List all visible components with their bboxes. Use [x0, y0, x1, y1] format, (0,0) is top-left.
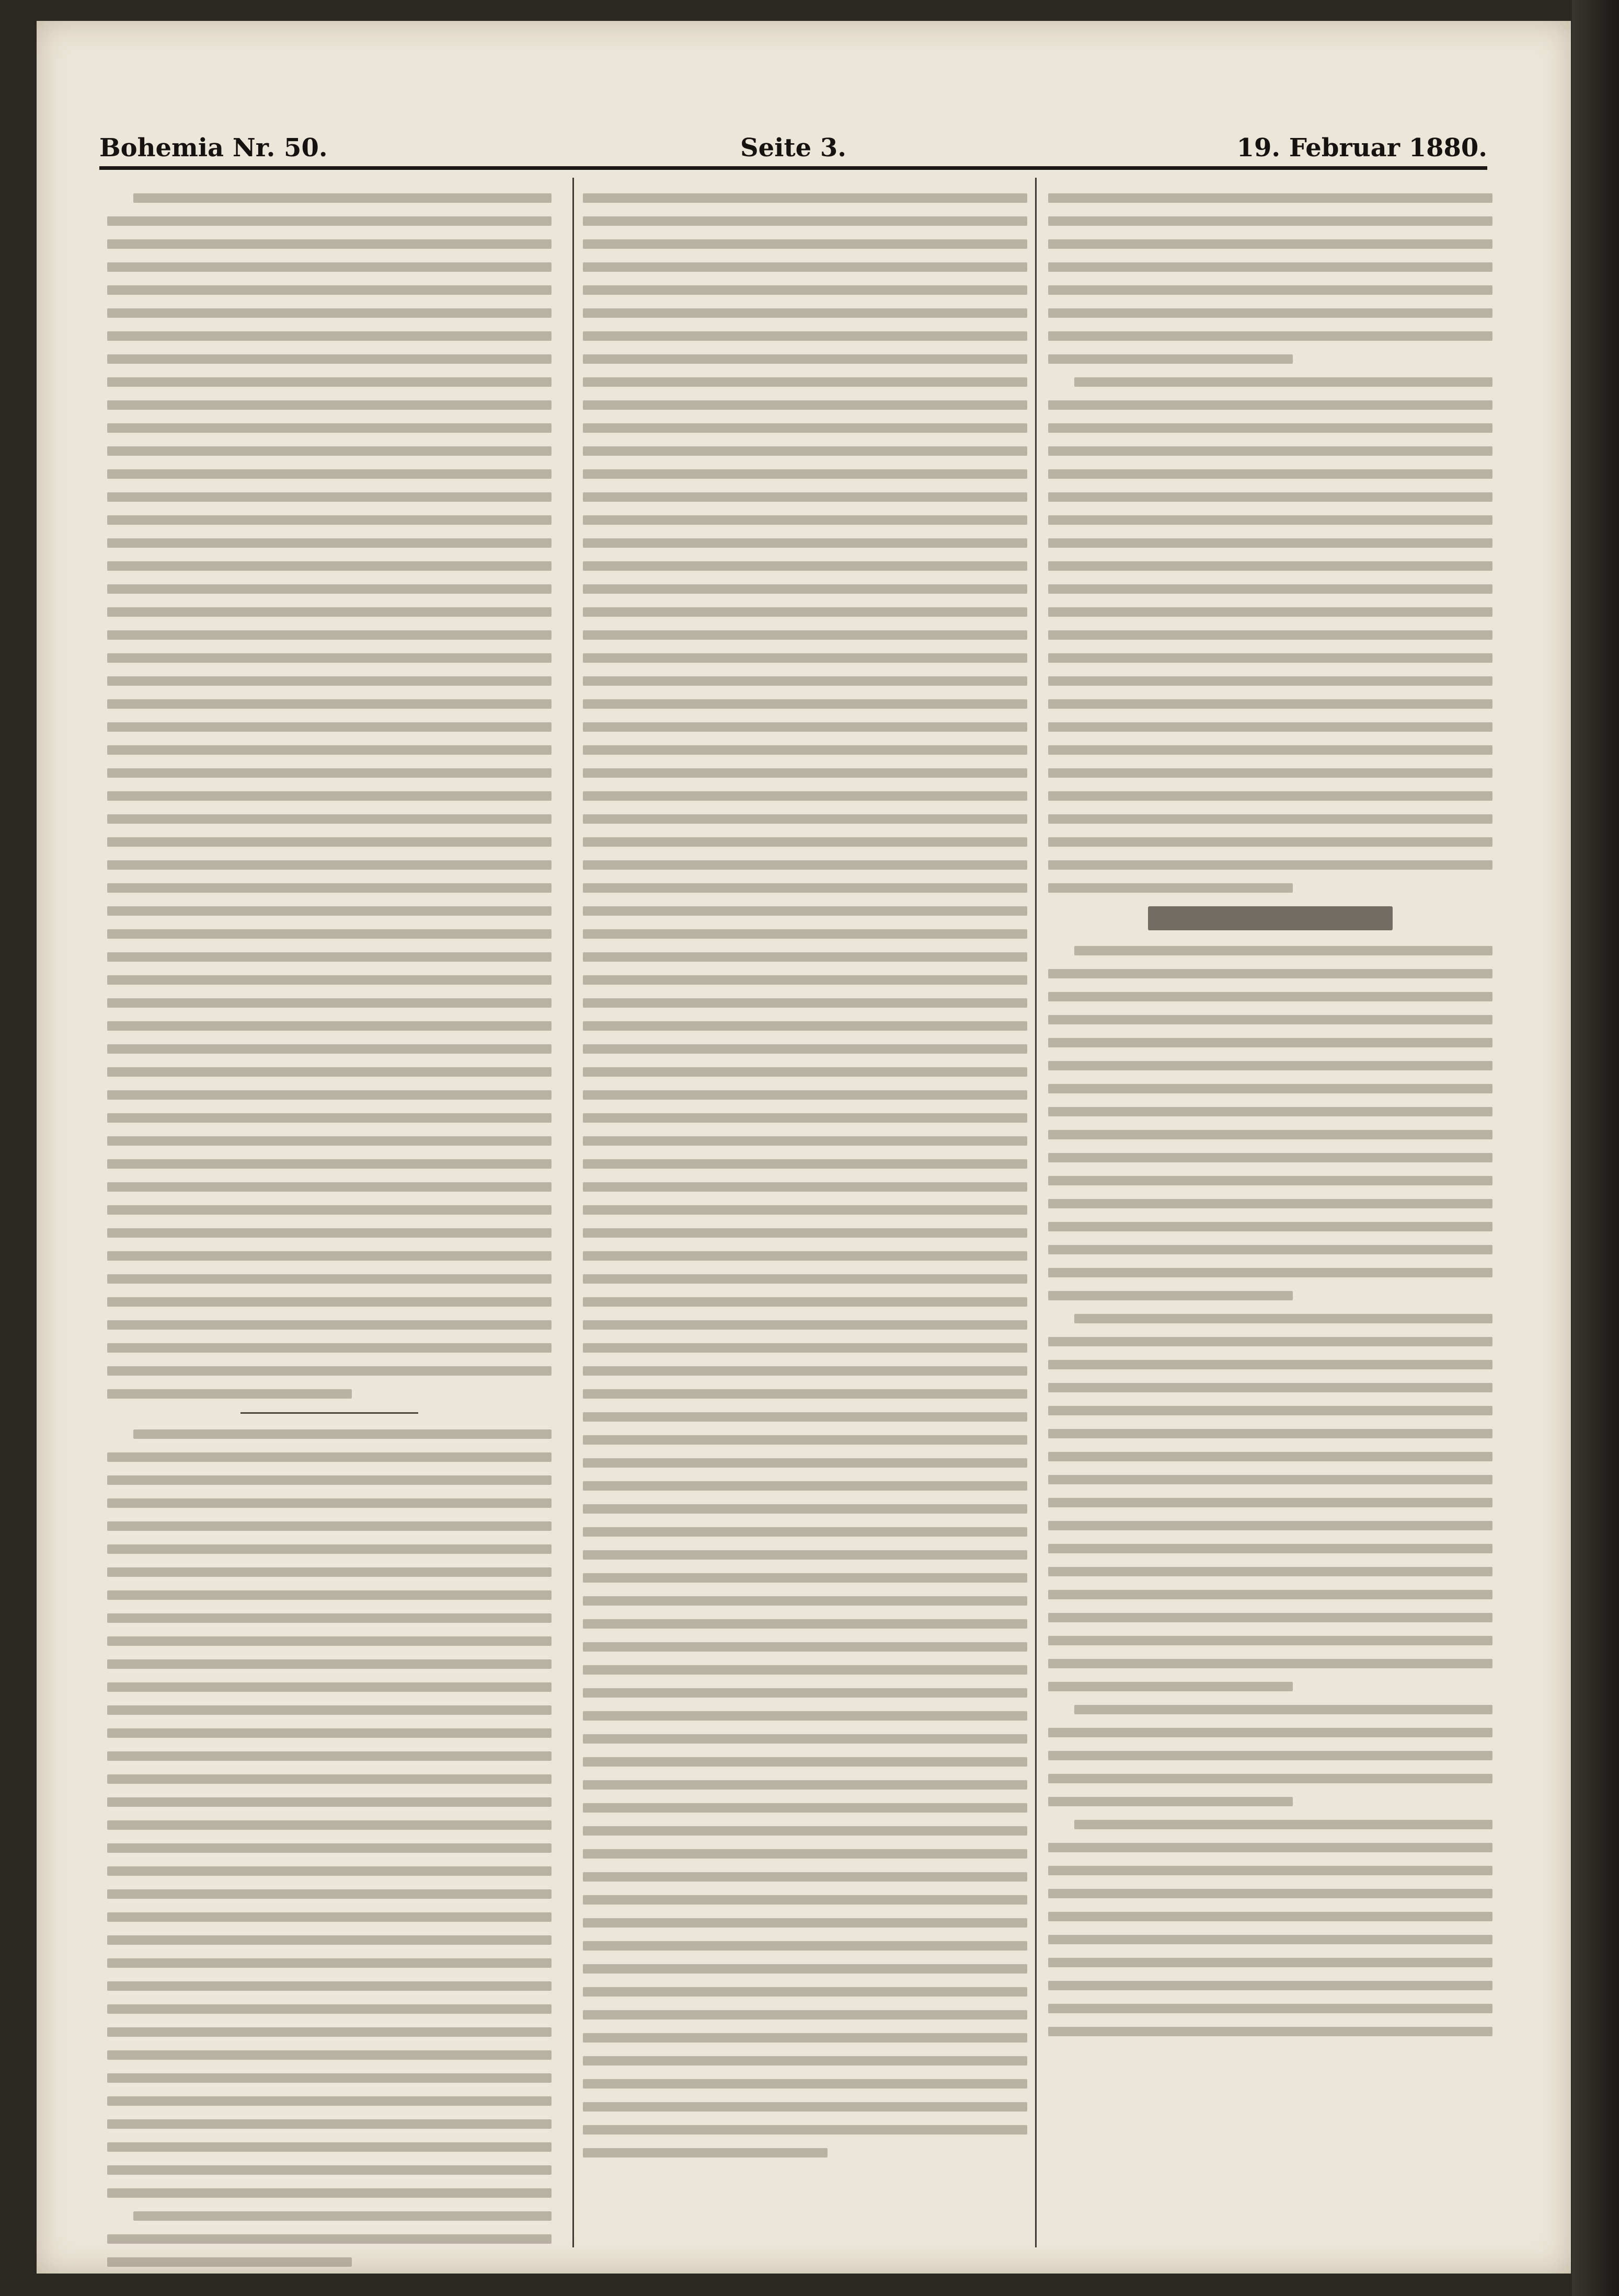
- text-line: [1048, 400, 1492, 410]
- text-line: [107, 998, 552, 1008]
- text-line: [1048, 699, 1492, 709]
- text-line: [583, 929, 1027, 939]
- text-line: [107, 2142, 552, 2152]
- text-line: [1048, 1475, 1492, 1484]
- binding-edge: [1572, 0, 1619, 2296]
- text-line: [1048, 1866, 1492, 1875]
- text-line: [1048, 1958, 1492, 1967]
- section-heading: [1148, 906, 1393, 930]
- text-line: [1048, 791, 1492, 801]
- text-line: [583, 1550, 1027, 1560]
- text-line: [1048, 1015, 1492, 1024]
- section-divider: [240, 1412, 418, 1414]
- text-line: [1048, 446, 1492, 456]
- text-line: [1048, 423, 1492, 433]
- text-line: [1048, 1107, 1492, 1116]
- text-line: [1048, 331, 1492, 341]
- text-line: [107, 1475, 552, 1485]
- text-line: [583, 1527, 1027, 1537]
- masthead-rule: [99, 166, 1487, 170]
- text-line: [583, 262, 1027, 272]
- text-line: [583, 906, 1027, 916]
- text-line: [107, 1590, 552, 1600]
- text-line: [1048, 354, 1293, 364]
- text-line: [133, 193, 552, 203]
- text-line: [583, 1389, 1027, 1399]
- text-line: [1074, 1705, 1492, 1714]
- text-line: [107, 538, 552, 548]
- text-line: [1048, 308, 1492, 318]
- text-line: [583, 1803, 1027, 1813]
- text-line: [583, 860, 1027, 870]
- text-line: [583, 814, 1027, 824]
- text-line: [107, 2119, 552, 2129]
- text-line: [107, 1274, 552, 1284]
- text-line: [1048, 561, 1492, 571]
- text-line: [583, 2079, 1027, 2089]
- text-line: [583, 607, 1027, 617]
- text-line: [107, 1889, 552, 1899]
- text-line: [107, 2096, 552, 2106]
- text-line: [1048, 1084, 1492, 1093]
- text-line: [583, 584, 1027, 594]
- text-line: [1048, 1498, 1492, 1507]
- text-line: [583, 2148, 828, 2157]
- text-line: [107, 1136, 552, 1146]
- text-line: [107, 2257, 352, 2267]
- masthead-issue: Bohemia Nr. 50.: [99, 133, 328, 163]
- text-line: [107, 952, 552, 962]
- column-divider: [1035, 178, 1037, 2247]
- text-line: [107, 1113, 552, 1123]
- text-line: [583, 699, 1027, 709]
- text-line: [107, 2004, 552, 2014]
- text-line: [583, 1734, 1027, 1744]
- text-line: [107, 515, 552, 525]
- text-line: [1048, 1590, 1492, 1599]
- text-line: [107, 1228, 552, 1238]
- text-line: [107, 814, 552, 824]
- text-line: [1074, 377, 1492, 387]
- text-line: [1048, 2004, 1492, 2013]
- text-line: [583, 2010, 1027, 2020]
- text-line: [1048, 860, 1492, 870]
- text-line: [107, 216, 552, 226]
- text-line: [107, 1820, 552, 1830]
- text-column: [1048, 193, 1492, 2050]
- text-line: [107, 676, 552, 686]
- column-divider: [572, 178, 574, 2247]
- text-line: [107, 1981, 552, 1991]
- text-line: [1048, 1291, 1293, 1300]
- text-line: [107, 1774, 552, 1784]
- text-line: [1048, 1268, 1492, 1277]
- text-line: [1048, 1222, 1492, 1231]
- text-line: [107, 1067, 552, 1077]
- text-line: [1048, 1659, 1492, 1668]
- text-line: [107, 446, 552, 456]
- text-line: [107, 1343, 552, 1353]
- text-line: [583, 1205, 1027, 1215]
- text-line: [107, 285, 552, 295]
- text-line: [583, 1136, 1027, 1146]
- text-line: [1048, 1912, 1492, 1921]
- text-line: [583, 423, 1027, 433]
- text-line: [583, 1274, 1027, 1284]
- text-line: [1048, 1935, 1492, 1944]
- text-line: [1048, 1981, 1492, 1990]
- text-line: [107, 2073, 552, 2083]
- text-line: [107, 837, 552, 847]
- text-line: [107, 1659, 552, 1669]
- text-line: [1048, 1889, 1492, 1898]
- text-line: [583, 1596, 1027, 1606]
- text-line: [107, 699, 552, 709]
- text-line: [1048, 2027, 1492, 2036]
- text-line: [107, 791, 552, 801]
- text-line: [107, 1521, 552, 1531]
- text-line: [107, 860, 552, 870]
- text-line: [107, 607, 552, 617]
- text-line: [107, 1912, 552, 1922]
- text-line: [583, 492, 1027, 502]
- text-line: [1048, 992, 1492, 1001]
- text-line: [583, 837, 1027, 847]
- text-line: [583, 1642, 1027, 1652]
- text-line: [1048, 814, 1492, 824]
- text-line: [1048, 216, 1492, 226]
- text-line: [583, 975, 1027, 985]
- text-line: [1048, 768, 1492, 778]
- text-line: [583, 1711, 1027, 1721]
- text-line: [1048, 1360, 1492, 1369]
- text-line: [583, 2125, 1027, 2135]
- text-line: [583, 538, 1027, 548]
- text-line: [107, 561, 552, 571]
- text-line: [583, 1688, 1027, 1698]
- text-line: [1048, 193, 1492, 203]
- text-line: [1048, 630, 1492, 640]
- text-line: [583, 676, 1027, 686]
- text-line: [583, 1343, 1027, 1353]
- text-line: [107, 1935, 552, 1945]
- text-line: [107, 1498, 552, 1508]
- text-line: [1048, 1153, 1492, 1162]
- text-line: [107, 653, 552, 663]
- text-line: [1048, 1406, 1492, 1415]
- text-line: [107, 1544, 552, 1554]
- text-line: [1048, 1199, 1492, 1208]
- text-line: [583, 791, 1027, 801]
- text-line: [107, 1682, 552, 1692]
- text-line: [107, 1251, 552, 1261]
- text-line: [107, 1797, 552, 1807]
- text-line: [1074, 1820, 1492, 1829]
- text-line: [107, 262, 552, 272]
- text-line: [1048, 1383, 1492, 1392]
- text-line: [583, 1872, 1027, 1882]
- masthead-page-number: Seite 3.: [740, 133, 846, 163]
- text-line: [107, 1366, 552, 1376]
- text-line: [1048, 1337, 1492, 1346]
- text-line: [107, 883, 552, 893]
- text-line: [1048, 1038, 1492, 1047]
- text-line: [583, 1481, 1027, 1491]
- text-line: [1048, 1636, 1492, 1645]
- text-line: [583, 653, 1027, 663]
- text-line: [1048, 1751, 1492, 1760]
- text-line: [107, 239, 552, 249]
- text-line: [1048, 1061, 1492, 1070]
- text-line: [107, 377, 552, 387]
- text-line: [1048, 1429, 1492, 1438]
- text-line: [583, 1849, 1027, 1859]
- text-line: [1048, 1521, 1492, 1530]
- text-line: [1048, 538, 1492, 548]
- text-line: [107, 1843, 552, 1853]
- text-line: [1048, 883, 1293, 893]
- text-line: [1048, 1245, 1492, 1254]
- text-line: [583, 2102, 1027, 2112]
- text-line: [583, 331, 1027, 341]
- text-line: [107, 354, 552, 364]
- text-line: [107, 2234, 552, 2244]
- text-column: [583, 193, 1027, 2171]
- text-line: [107, 1021, 552, 1031]
- text-line: [583, 1067, 1027, 1077]
- text-line: [583, 1366, 1027, 1376]
- text-line: [107, 1751, 552, 1761]
- text-line: [583, 1021, 1027, 1031]
- text-line: [1048, 584, 1492, 594]
- text-line: [107, 469, 552, 479]
- text-line: [1048, 676, 1492, 686]
- text-line: [583, 446, 1027, 456]
- text-line: [583, 239, 1027, 249]
- text-line: [107, 1297, 552, 1307]
- text-line: [583, 722, 1027, 732]
- text-line: [583, 193, 1027, 203]
- text-line: [107, 1389, 352, 1399]
- text-line: [107, 630, 552, 640]
- text-line: [583, 952, 1027, 962]
- text-line: [1048, 969, 1492, 978]
- text-line: [1048, 1774, 1492, 1783]
- text-line: [107, 722, 552, 732]
- text-line: [1048, 262, 1492, 272]
- text-line: [583, 2033, 1027, 2043]
- text-line: [583, 469, 1027, 479]
- text-line: [583, 768, 1027, 778]
- text-line: [583, 1458, 1027, 1468]
- text-line: [107, 1866, 552, 1876]
- text-line: [1048, 745, 1492, 755]
- text-line: [1048, 1176, 1492, 1185]
- text-line: [583, 1504, 1027, 1514]
- text-line: [1048, 1613, 1492, 1622]
- text-line: [107, 584, 552, 594]
- text-line: [583, 400, 1027, 410]
- text-column: [107, 193, 552, 2280]
- text-line: [107, 1320, 552, 1330]
- text-line: [107, 1613, 552, 1623]
- text-line: [1048, 1843, 1492, 1852]
- text-line: [1048, 285, 1492, 295]
- text-line: [583, 745, 1027, 755]
- text-line: [107, 2027, 552, 2037]
- text-line: [107, 1205, 552, 1215]
- text-line: [583, 1435, 1027, 1445]
- text-line: [583, 377, 1027, 387]
- text-line: [1048, 1452, 1492, 1461]
- text-line: [107, 929, 552, 939]
- text-line: [1048, 653, 1492, 663]
- text-line: [583, 1090, 1027, 1100]
- text-line: [107, 1044, 552, 1054]
- newspaper-page: [37, 21, 1571, 2274]
- text-line: [583, 2056, 1027, 2066]
- text-line: [583, 1780, 1027, 1790]
- text-line: [583, 998, 1027, 1008]
- text-line: [1074, 1314, 1492, 1323]
- text-line: [107, 1705, 552, 1715]
- text-line: [583, 515, 1027, 525]
- text-line: [107, 745, 552, 755]
- text-line: [583, 308, 1027, 318]
- text-line: [1048, 722, 1492, 732]
- text-line: [107, 1159, 552, 1169]
- text-line: [107, 768, 552, 778]
- text-line: [583, 1412, 1027, 1422]
- text-line: [1048, 1567, 1492, 1576]
- text-line: [1048, 1728, 1492, 1737]
- text-line: [107, 2050, 552, 2060]
- text-line: [107, 1636, 552, 1646]
- text-line: [107, 2188, 552, 2198]
- text-line: [583, 1182, 1027, 1192]
- text-line: [583, 1941, 1027, 1951]
- text-line: [1048, 239, 1492, 249]
- text-line: [583, 216, 1027, 226]
- text-line: [107, 1567, 552, 1577]
- text-line: [583, 1297, 1027, 1307]
- text-line: [1048, 1682, 1293, 1691]
- text-line: [1048, 515, 1492, 525]
- text-line: [107, 308, 552, 318]
- text-line: [1074, 946, 1492, 955]
- text-line: [583, 354, 1027, 364]
- text-line: [107, 975, 552, 985]
- text-line: [133, 2211, 552, 2221]
- text-line: [583, 1573, 1027, 1583]
- text-line: [583, 630, 1027, 640]
- text-line: [583, 285, 1027, 295]
- text-line: [107, 1958, 552, 1968]
- text-line: [583, 1895, 1027, 1905]
- text-line: [1048, 1797, 1293, 1806]
- text-line: [107, 423, 552, 433]
- text-line: [583, 1251, 1027, 1261]
- text-line: [583, 1228, 1027, 1238]
- text-line: [583, 1044, 1027, 1054]
- text-line: [1048, 492, 1492, 502]
- text-line: [1048, 837, 1492, 847]
- text-line: [583, 561, 1027, 571]
- text-line: [107, 400, 552, 410]
- text-line: [583, 1113, 1027, 1123]
- text-line: [107, 1090, 552, 1100]
- text-line: [583, 1320, 1027, 1330]
- text-line: [583, 1665, 1027, 1675]
- text-line: [1048, 1544, 1492, 1553]
- text-line: [583, 1964, 1027, 1974]
- text-line: [107, 1452, 552, 1462]
- text-line: [107, 2165, 552, 2175]
- text-line: [583, 1826, 1027, 1836]
- text-line: [1048, 469, 1492, 479]
- text-line: [1048, 1130, 1492, 1139]
- text-line: [107, 492, 552, 502]
- text-line: [1048, 607, 1492, 617]
- text-line: [107, 1728, 552, 1738]
- text-line: [133, 1429, 552, 1439]
- text-line: [583, 883, 1027, 893]
- text-line: [107, 331, 552, 341]
- text-line: [583, 1757, 1027, 1767]
- text-line: [583, 1918, 1027, 1928]
- text-line: [583, 1987, 1027, 1997]
- text-line: [107, 906, 552, 916]
- text-line: [107, 1182, 552, 1192]
- text-line: [583, 1619, 1027, 1629]
- text-line: [583, 1159, 1027, 1169]
- masthead-date: 19. Februar 1880.: [1236, 133, 1487, 163]
